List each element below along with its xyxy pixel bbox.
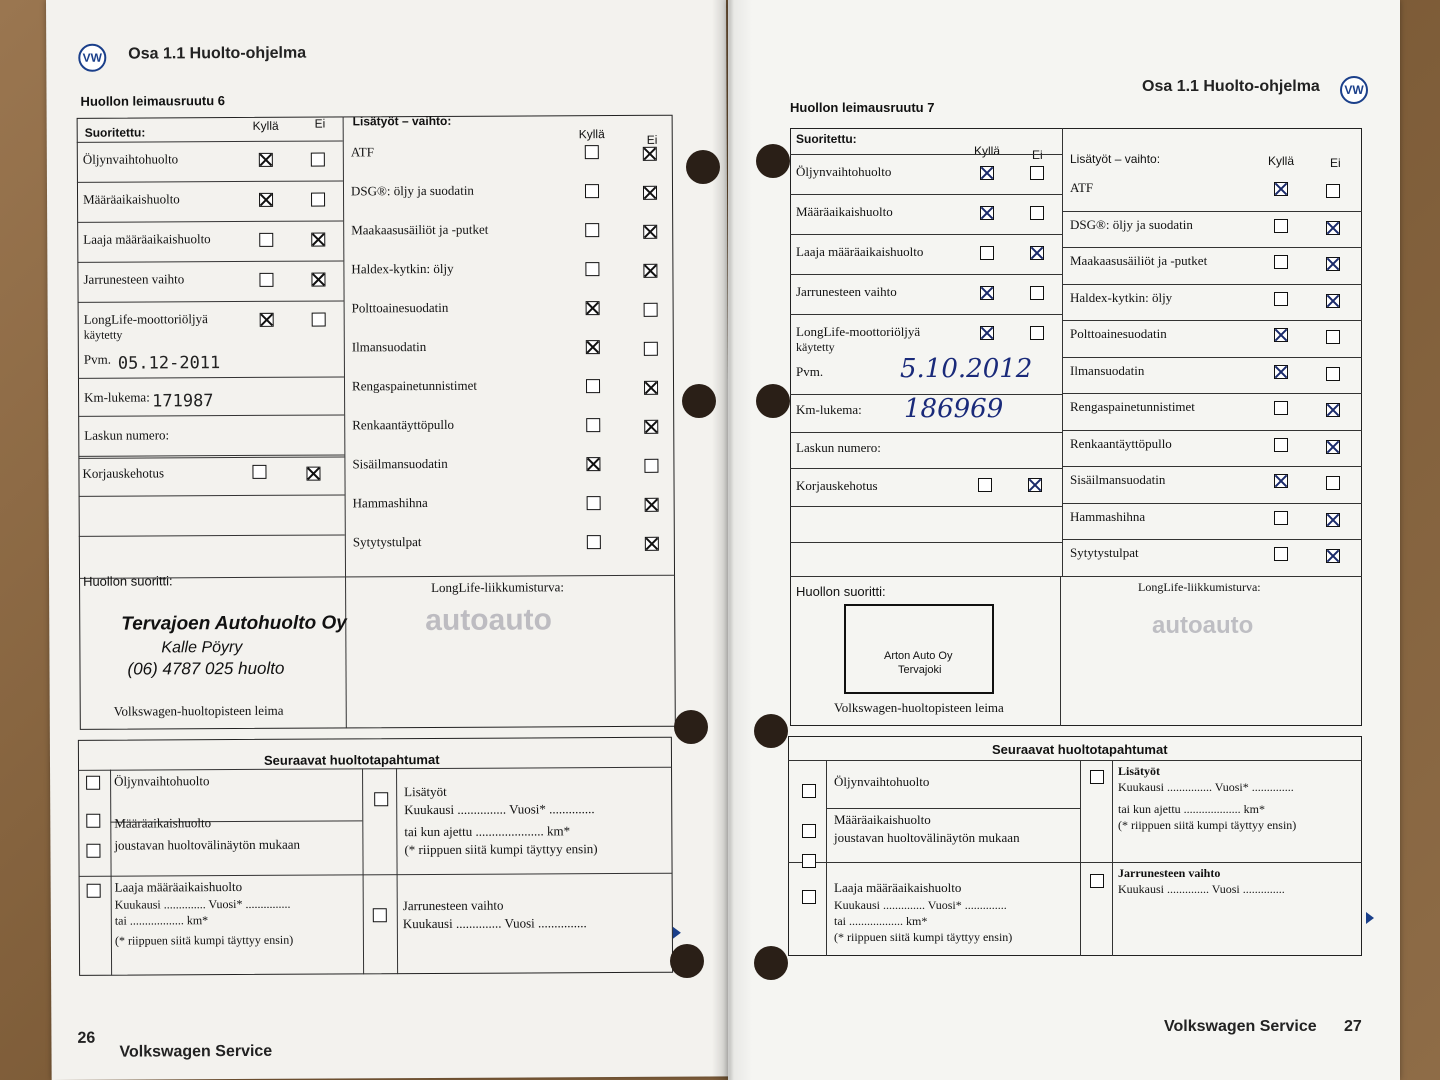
right-page-number: 27 xyxy=(1344,1018,1362,1035)
right-repair-yes-checkbox[interactable] xyxy=(978,478,992,492)
right-extras-label: Rengaspainetunnistimet xyxy=(1070,399,1195,414)
right-next-brake-checkbox[interactable] xyxy=(1090,874,1104,888)
right-extras-no-checkbox[interactable] xyxy=(1326,440,1340,454)
left-performed-yes-checkbox[interactable] xyxy=(260,313,274,327)
right-performed-label: Laaja määräaikaishuolto xyxy=(796,244,924,259)
binder-hole xyxy=(670,944,704,978)
right-performed-divider xyxy=(790,314,1062,315)
left-extras-yes-checkbox[interactable] xyxy=(585,262,599,276)
left-no-col: Ei xyxy=(314,116,326,131)
left-next-periodic-checkbox-2[interactable] xyxy=(86,844,100,858)
right-extras-divider xyxy=(1062,430,1362,431)
right-extras-divider xyxy=(1062,503,1362,504)
left-extras-label: DSG®: öljy ja suodatin xyxy=(350,182,474,199)
right-done-by-label: Huollon suoritti: xyxy=(796,584,886,599)
left-performed-label: Jarrunesteen vaihto xyxy=(83,271,185,287)
right-longlife-label: LongLife-liikkumisturva: xyxy=(1138,580,1261,594)
right-next-extra-months: Kuukausi ............... Vuosi* .............. xyxy=(1118,780,1294,794)
right-next-wide-checkbox[interactable] xyxy=(802,890,816,904)
left-next-brake-months: Kuukausi .............. Vuosi ............... xyxy=(402,915,587,932)
left-next-periodic2: joustavan huoltovälinäytön mukaan xyxy=(114,836,301,853)
left-extras-label: Sisäilmansuodatin xyxy=(352,455,448,472)
left-extras-header: Lisätyöt – vaihto: xyxy=(352,113,452,129)
left-stamp-line3: (06) 4787 025 huolto xyxy=(127,658,285,679)
right-extras-divider xyxy=(1062,247,1362,248)
left-footer: Volkswagen Service xyxy=(119,1042,273,1061)
left-next-periodic: Määräaikaishuolto xyxy=(114,815,212,831)
right-repair-label: Korjauskehotus xyxy=(796,478,878,493)
left-performed-label: Laaja määräaikaishuolto xyxy=(83,231,211,247)
right-performed-divider xyxy=(790,274,1062,275)
left-extras-no-checkbox[interactable] xyxy=(644,459,658,473)
left-performed-header: Suoritettu: xyxy=(84,125,146,140)
left-extras-no-checkbox[interactable] xyxy=(643,147,657,161)
right-extras-label: Hammashihna xyxy=(1070,508,1146,524)
binder-hole xyxy=(756,144,790,178)
left-longlife-label: LongLife-liikkumisturva: xyxy=(431,579,564,595)
left-extras-no-checkbox[interactable] xyxy=(644,342,658,356)
right-extras-divider xyxy=(1062,539,1362,540)
left-repair-yes-checkbox[interactable] xyxy=(252,465,266,479)
right-extras-label: Maakaasusäiliöt ja -putket xyxy=(1070,253,1208,268)
left-performed-label: Öljynvaihtohuolto xyxy=(82,151,179,167)
left-page-number: 26 xyxy=(77,1029,96,1047)
left-next-brake: Jarrunesteen vaihto xyxy=(402,897,504,914)
right-next-title: Seuraavat huoltotapahtumat xyxy=(992,742,1168,757)
binder-hole xyxy=(756,384,790,418)
right-no-col: Ei xyxy=(1032,148,1043,162)
left-next-wide-km: tai .................. km* xyxy=(114,913,209,928)
right-section-title: Osa 1.1 Huolto-ohjelma xyxy=(1142,78,1320,95)
left-extras-yes-checkbox[interactable] xyxy=(587,496,601,510)
right-stamp-box xyxy=(844,604,994,694)
right-next-wide-months: Kuukausi .............. Vuosi* .............. xyxy=(834,898,1007,912)
right-extras-yes-checkbox[interactable] xyxy=(1274,219,1288,233)
binder-hole xyxy=(674,710,708,744)
right-extras-no-checkbox[interactable] xyxy=(1326,513,1340,527)
right-performed-no-checkbox[interactable] xyxy=(1030,206,1044,220)
right-performed-divider xyxy=(790,194,1062,195)
right-performed-yes-checkbox[interactable] xyxy=(980,206,994,220)
left-next-periodic-checkbox[interactable] xyxy=(86,814,100,828)
right-extras-yes-checkbox[interactable] xyxy=(1274,438,1288,452)
right-extras-yes-checkbox[interactable] xyxy=(1274,255,1288,269)
left-extras-no-checkbox[interactable] xyxy=(644,420,658,434)
left-performed-label: Määräaikaishuolto xyxy=(83,191,180,207)
right-next-periodic: Määräaikaishuolto xyxy=(834,812,931,827)
right-extras-label: Haldex-kytkin: öljy xyxy=(1070,289,1173,305)
right-extras-divider xyxy=(1062,357,1362,358)
left-performed-label2: käytetty xyxy=(83,327,123,342)
left-extras-yes-checkbox[interactable] xyxy=(586,418,600,432)
right-extras-no-checkbox[interactable] xyxy=(1326,257,1340,271)
left-performed-no-checkbox[interactable] xyxy=(312,313,326,327)
right-box-title: Huollon leimausruutu 7 xyxy=(790,100,935,115)
left-extras-label: Polttoainesuodatin xyxy=(351,299,449,316)
left-date-value: 05.12-2011 xyxy=(117,353,221,374)
right-next-wide-note: (* riippuen siitä kumpi täyttyy ensin) xyxy=(834,930,1013,944)
right-extras-divider xyxy=(1062,393,1362,394)
right-page xyxy=(728,0,1400,1080)
left-extras-yes-col: Kyllä xyxy=(578,127,605,142)
right-performed-no-checkbox[interactable] xyxy=(1030,166,1044,180)
right-extras-no-checkbox[interactable] xyxy=(1326,367,1340,381)
right-next-oil: Öljynvaihtohuolto xyxy=(834,774,930,789)
left-performed-yes-checkbox[interactable] xyxy=(259,193,273,207)
left-repair-no-checkbox[interactable] xyxy=(306,467,320,481)
left-performed-no-checkbox[interactable] xyxy=(311,233,325,247)
right-extras-label: Renkaantäyttöpullo xyxy=(1070,435,1172,451)
right-performed-label2: käytetty xyxy=(796,340,835,354)
right-extras-divider xyxy=(1062,466,1362,467)
right-extras-yes-checkbox[interactable] xyxy=(1274,328,1288,342)
right-next-periodic2: joustavan huoltovälinäytön mukaan xyxy=(834,830,1020,845)
right-extras-yes-checkbox[interactable] xyxy=(1274,511,1288,525)
right-performed-yes-checkbox[interactable] xyxy=(980,166,994,180)
right-extras-no-checkbox[interactable] xyxy=(1326,549,1340,563)
left-extras-yes-checkbox[interactable] xyxy=(587,535,601,549)
left-next-extra-note: (* riippuen siitä kumpi täyttyy ensin) xyxy=(404,841,598,858)
right-performed-yes-checkbox[interactable] xyxy=(980,246,994,260)
right-extras-no-col: Ei xyxy=(1330,156,1341,170)
left-invoice-label: Laskun numero: xyxy=(84,427,170,443)
left-performed-no-checkbox[interactable] xyxy=(311,273,325,287)
left-performed-yes-checkbox[interactable] xyxy=(259,273,273,287)
left-next-page-arrow-icon xyxy=(673,927,681,939)
right-performed-header: Suoritettu: xyxy=(796,132,857,146)
left-extras-no-checkbox[interactable] xyxy=(643,225,657,239)
left-performed-no-checkbox[interactable] xyxy=(311,153,325,167)
left-extras-no-checkbox[interactable] xyxy=(644,381,658,395)
left-date-label: Pvm. xyxy=(83,351,112,367)
left-extras-label: Sytytystulpat xyxy=(352,534,422,550)
right-extras-no-checkbox[interactable] xyxy=(1326,184,1340,198)
left-page xyxy=(46,0,732,1080)
right-next-oil-checkbox[interactable] xyxy=(802,784,816,798)
left-extras-label: ATF xyxy=(350,144,374,160)
left-extras-no-checkbox[interactable] xyxy=(645,498,659,512)
left-extras-no-checkbox[interactable] xyxy=(645,537,659,551)
right-extras-yes-col: Kyllä xyxy=(1268,154,1295,168)
right-extras-yes-checkbox[interactable] xyxy=(1274,474,1288,488)
left-next-wide-checkbox[interactable] xyxy=(87,884,101,898)
left-extras-yes-checkbox[interactable] xyxy=(586,301,600,315)
right-extras-label: Sytytystulpat xyxy=(1070,545,1139,560)
left-extras-no-checkbox[interactable] xyxy=(643,264,657,278)
right-extras-yes-checkbox[interactable] xyxy=(1274,365,1288,379)
right-next-page-arrow-icon xyxy=(1366,912,1374,924)
right-stamp-line2: Tervajoki xyxy=(898,664,942,676)
vw-logo-icon: VW xyxy=(78,44,106,72)
right-next-extra: Lisätyöt xyxy=(1118,764,1160,778)
right-next-wide-km: tai .................. km* xyxy=(834,914,928,928)
right-next-periodic-checkbox-2[interactable] xyxy=(802,854,816,868)
right-performed-divider xyxy=(790,234,1062,235)
right-performed-label: LongLife-moottoriöljyä xyxy=(796,324,921,339)
right-stamp-line1: Arton Auto Oy xyxy=(884,650,953,662)
left-next-wide-note: (* riippuen siitä kumpi täyttyy ensin) xyxy=(114,932,294,948)
left-box-title: Huollon leimausruutu 6 xyxy=(80,93,226,109)
left-extras-yes-checkbox[interactable] xyxy=(586,340,600,354)
right-extras-no-checkbox[interactable] xyxy=(1326,221,1340,235)
right-stamp-caption: Volkswagen-huoltopisteen leima xyxy=(834,700,1004,715)
right-extras-label: DSG®: öljy ja suodatin xyxy=(1070,216,1193,232)
right-extras-divider xyxy=(1062,320,1362,321)
right-extras-yes-checkbox[interactable] xyxy=(1274,401,1288,415)
left-extras-yes-checkbox[interactable] xyxy=(585,145,599,159)
right-next-extra-note: (* riippuen siitä kumpi täyttyy ensin) xyxy=(1118,818,1297,832)
right-next-extra-km: tai kun ajettu ................... km* xyxy=(1118,802,1265,816)
left-next-oil-checkbox[interactable] xyxy=(86,776,100,790)
left-extras-no-col: Ei xyxy=(646,132,658,147)
right-extras-no-checkbox[interactable] xyxy=(1326,403,1340,417)
right-next-brake: Jarrunesteen vaihto xyxy=(1118,866,1221,880)
left-yes-col: Kyllä xyxy=(252,118,279,133)
left-extras-label: Renkaantäyttöpullo xyxy=(352,416,455,433)
right-extras-yes-checkbox[interactable] xyxy=(1274,547,1288,561)
left-next-oil: Öljynvaihtohuolto xyxy=(114,773,210,789)
right-next-extra-checkbox[interactable] xyxy=(1090,770,1104,784)
left-faded-stamp: autoauto xyxy=(425,603,552,638)
left-next-brake-checkbox[interactable] xyxy=(373,908,387,922)
right-performed-no-checkbox[interactable] xyxy=(1030,246,1044,260)
left-stamp-caption: Volkswagen-huoltopisteen leima xyxy=(113,702,284,719)
left-repair-label: Korjauskehotus xyxy=(82,465,165,481)
right-extras-label: ATF xyxy=(1070,180,1094,195)
right-performed-label: Määräaikaishuolto xyxy=(796,204,893,219)
binder-hole xyxy=(754,946,788,980)
left-performed-yes-checkbox[interactable] xyxy=(259,233,273,247)
right-extras-yes-checkbox[interactable] xyxy=(1274,292,1288,306)
left-done-by-label: Huollon suoritti: xyxy=(83,573,173,589)
right-extras-no-checkbox[interactable] xyxy=(1326,330,1340,344)
left-stamp-line1: Tervajoen Autohuolto Oy xyxy=(121,612,347,635)
left-extras-label: Ilmansuodatin xyxy=(351,339,427,355)
right-extras-label: Sisäilmansuodatin xyxy=(1070,472,1166,487)
right-faded-stamp: autoauto xyxy=(1152,612,1254,639)
left-next-extra-months: Kuukausi ............... Vuosi* .............. xyxy=(404,801,595,818)
left-extras-label: Rengaspainetunnistimet xyxy=(351,377,477,394)
binder-hole xyxy=(682,384,716,418)
left-extras-label: Hammashihna xyxy=(352,495,428,511)
left-extras-yes-checkbox[interactable] xyxy=(585,184,599,198)
binder-hole xyxy=(754,714,788,748)
left-km-value: 171987 xyxy=(152,391,214,412)
right-date-label: Pvm. xyxy=(796,364,824,379)
left-performed-yes-checkbox[interactable] xyxy=(259,153,273,167)
left-km-label: Km-lukema: xyxy=(84,389,150,405)
left-extras-yes-checkbox[interactable] xyxy=(585,223,599,237)
left-extras-yes-checkbox[interactable] xyxy=(586,379,600,393)
left-next-extra: Lisätyöt xyxy=(404,783,447,800)
right-extras-no-checkbox[interactable] xyxy=(1326,294,1340,308)
right-next-periodic-checkbox[interactable] xyxy=(802,824,816,838)
right-date-value: 5.10.2012 xyxy=(900,354,1033,384)
left-section-title: Osa 1.1 Huolto-ohjelma xyxy=(128,44,307,63)
left-extras-no-checkbox[interactable] xyxy=(644,303,658,317)
right-performed-divider xyxy=(790,154,1062,155)
right-performed-yes-checkbox[interactable] xyxy=(980,326,994,340)
right-next-wide: Laaja määräaikaishuolto xyxy=(834,880,962,895)
right-extras-label: Ilmansuodatin xyxy=(1070,362,1145,378)
right-extras-label: Polttoainesuodatin xyxy=(1070,326,1167,341)
left-extras-yes-checkbox[interactable] xyxy=(586,457,600,471)
left-next-wide-months: Kuukausi .............. Vuosi* ............... xyxy=(114,896,291,912)
right-repair-no-checkbox[interactable] xyxy=(1028,478,1042,492)
left-performed-label: LongLife-moottoriöljyä xyxy=(83,311,208,327)
right-extras-header: Lisätyöt – vaihto: xyxy=(1070,152,1161,166)
left-performed-no-checkbox[interactable] xyxy=(311,193,325,207)
right-performed-no-checkbox[interactable] xyxy=(1030,326,1044,340)
left-next-extra-checkbox[interactable] xyxy=(374,792,388,806)
vw-logo-icon-right: VW xyxy=(1340,76,1368,104)
right-km-label: Km-lukema: xyxy=(796,402,862,417)
left-extras-no-checkbox[interactable] xyxy=(643,186,657,200)
right-performed-label: Jarrunesteen vaihto xyxy=(796,284,897,299)
right-extras-no-checkbox[interactable] xyxy=(1326,476,1340,490)
left-next-wide: Laaja määräaikaishuolto xyxy=(114,878,243,895)
right-km-value: 186969 xyxy=(904,394,1004,424)
right-next-brake-months: Kuukausi .............. Vuosi .............. xyxy=(1118,882,1285,896)
left-extras-label: Haldex-kytkin: öljy xyxy=(351,260,454,277)
right-extras-divider xyxy=(1062,284,1362,285)
right-invoice-label: Laskun numero: xyxy=(796,440,881,455)
left-next-title: Seuraavat huoltotapahtumat xyxy=(263,751,440,768)
left-next-extra-km: tai kun ajettu ..................... km* xyxy=(404,823,571,840)
right-footer: Volkswagen Service xyxy=(1164,1018,1317,1035)
right-performed-yes-checkbox[interactable] xyxy=(980,286,994,300)
binder-hole xyxy=(686,150,720,184)
right-performed-no-checkbox[interactable] xyxy=(1030,286,1044,300)
left-stamp-line2: Kalle Pöyry xyxy=(161,638,243,657)
right-yes-col: Kyllä xyxy=(974,144,1001,158)
right-performed-label: Öljynvaihtohuolto xyxy=(796,164,892,179)
right-extras-divider xyxy=(1062,211,1362,212)
right-extras-yes-checkbox[interactable] xyxy=(1274,182,1288,196)
left-extras-label: Maakaasusäiliöt ja -putket xyxy=(351,221,489,238)
